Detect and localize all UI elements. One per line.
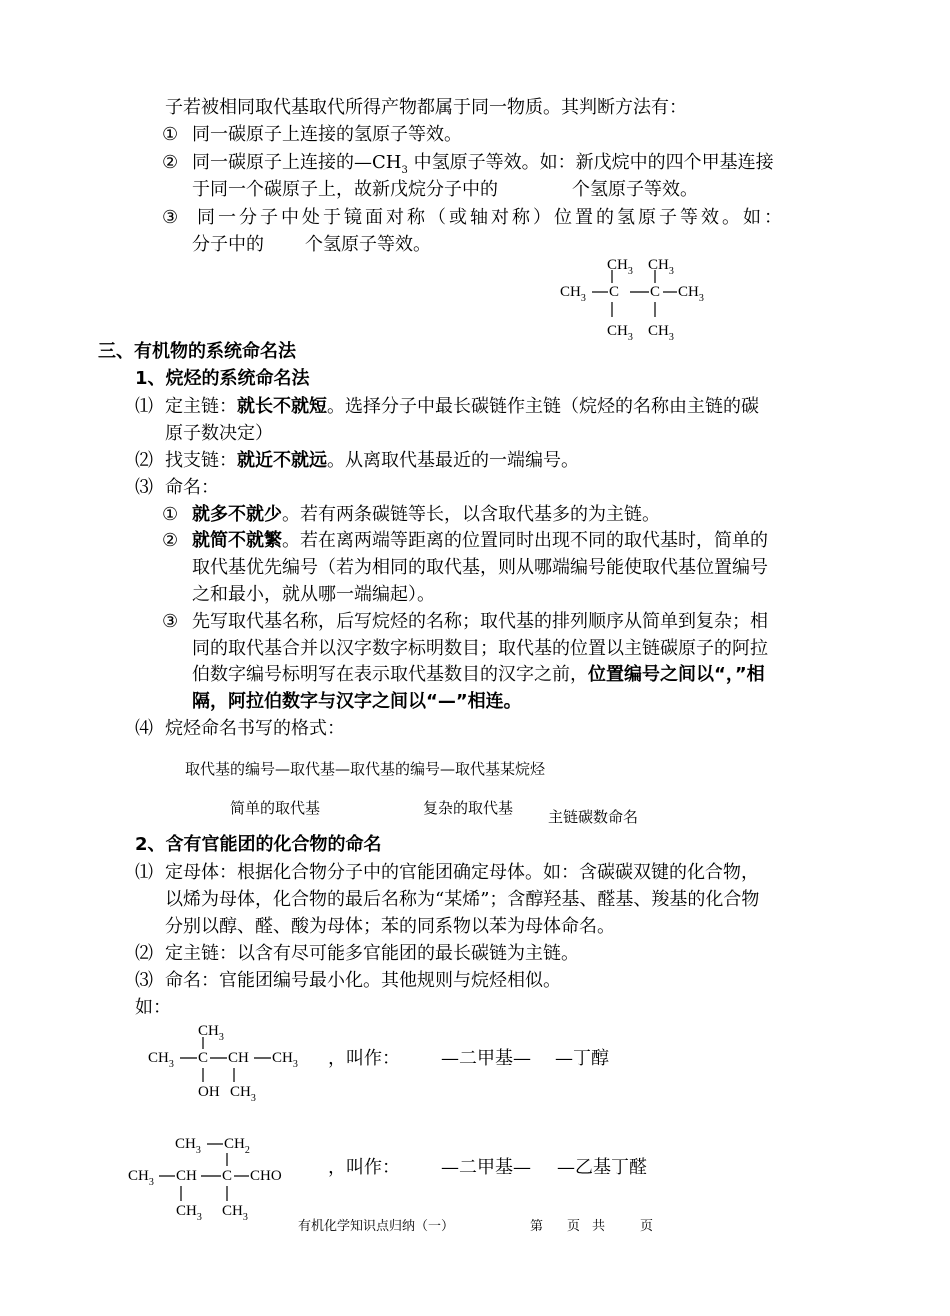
format-label: 复杂的取代基 (423, 799, 514, 817)
list-number: ① (162, 504, 179, 525)
rule-text: 分别以醇、醛、酸为母体；苯的同系物以苯为母体命名。 (165, 916, 615, 937)
naming-result-label: ，叫作： (328, 1157, 400, 1178)
intro-line: 子若被相同取代基取代所得产物都属于同一物质。其判断方法有： (165, 97, 687, 118)
section-title: 三、有机物的系统命名法 (98, 341, 296, 362)
list-number: ③ (162, 207, 179, 228)
rule-text: 定主链：就长不就短。选择分子中最长碳链作主链（烷烃的名称由主链的碳 (165, 396, 759, 417)
rule-text-emphasis: 隔，阿拉伯数字与汉字之间以“—”相连。 (192, 691, 522, 712)
subsection-title: 2、含有官能团的化合物的命名 (135, 834, 382, 855)
rule-text: 同一分子中处于镜面对称（或轴对称）位置的氢原子等效。如： (197, 207, 785, 228)
emphasis: 就近不就远 (237, 450, 327, 471)
footer-page: 页 (640, 1219, 654, 1234)
list-number: ⑴ (135, 396, 153, 417)
methyl-group: $CH_3$ (230, 1084, 256, 1104)
list-number: ⑶ (135, 970, 153, 991)
rule-text: 先写取代基名称，后写烷烃的名称；取代基的排列顺序从简单到复杂；相 (192, 611, 768, 632)
footer-title: 有机化学知识点归纳（一） (298, 1219, 455, 1234)
list-number: ② (162, 152, 179, 173)
rule-text: 烷烃命名书写的格式： (165, 718, 345, 739)
footer-page: 第 (530, 1219, 544, 1234)
naming-result: —乙基丁醛 (557, 1157, 647, 1178)
carbon-atom: C (198, 1050, 209, 1066)
emphasis: 就多不就少 (192, 504, 282, 525)
methyl-group: $CH_3$ (175, 1136, 201, 1156)
rule-text: 同一碳原子上连接的氢原子等效。 (192, 124, 462, 145)
rule-text: 原子数决定） (165, 423, 273, 444)
format-label: 主链碳数命名 (548, 808, 639, 826)
rule-text: 于同一个碳原子上，故新戊烷分子中的 (192, 179, 498, 200)
methyl-group: $CH_3$ (607, 323, 633, 343)
rule-text: 之和最小，就从哪一端编起）。 (192, 584, 435, 605)
rule-text-part: 中氢原子等效。如：新戊烷中的四个甲基连接 (407, 152, 774, 173)
methine-group: CH (228, 1050, 249, 1066)
rule-text: 定主链：以含有尽可能多官能团的最长碳链为主链。 (165, 943, 579, 964)
rule-text: 同的取代基合并以汉字数字标明数目；取代基的位置以主链碳原子的阿拉 (192, 638, 768, 659)
methyl-group: $CH_3$ (648, 257, 674, 277)
footer-page: 页 (567, 1219, 581, 1234)
methyl-group: $CH_3$ (128, 1168, 154, 1188)
rule-text-part: 同一碳原子上连接的—CH (192, 152, 402, 173)
rule-text: 命名：官能团编号最小化。其他规则与烷烃相似。 (165, 970, 561, 991)
emphasis: 就长不就短 (237, 396, 327, 417)
carbon-atom: C (222, 1168, 233, 1184)
rule-text: 个氢原子等效。 (572, 179, 698, 200)
methyl-group: $CH_3$ (222, 1203, 248, 1223)
methylene-group: $CH_2$ (224, 1136, 250, 1156)
naming-result-label: ，叫作： (328, 1048, 400, 1069)
carbon-atom: C (609, 284, 620, 300)
methine-group: CH (176, 1168, 197, 1184)
methyl-group: $CH_3$ (272, 1050, 298, 1070)
list-number: ⑶ (135, 477, 153, 498)
list-number: ⑴ (135, 862, 153, 883)
methyl-group: $CH_3$ (607, 257, 633, 277)
example-label: 如： (135, 997, 171, 1018)
methyl-group: $CH_3$ (560, 284, 586, 304)
methyl-group: $CH_3$ (198, 1023, 224, 1043)
emphasis: 位置编号之间以“，”相 (588, 664, 765, 685)
methyl-group: $CH_3$ (176, 1203, 202, 1223)
rule-text: 分子中的 (192, 234, 264, 255)
format-label: 简单的取代基 (230, 799, 321, 817)
list-number: ① (162, 124, 179, 145)
subscript: 3 (401, 165, 408, 176)
list-number: ⑵ (135, 943, 153, 964)
naming-result: —二甲基— (441, 1157, 531, 1178)
footer-page: 共 (592, 1219, 606, 1234)
list-number: ② (162, 530, 179, 551)
naming-result: —丁醇 (555, 1048, 609, 1069)
list-number: ⑷ (135, 718, 153, 739)
rule-text: 伯数字编号标明写在表示取代基数目的汉字之前，位置编号之间以“，”相 (192, 664, 765, 685)
methyl-group: $CH_3$ (678, 284, 704, 304)
carbon-atom: C (650, 284, 661, 300)
methyl-group: $CH_3$ (148, 1050, 174, 1070)
rule-text: 个氢原子等效。 (305, 234, 431, 255)
rule-text: 就多不就少。若有两条碳链等长，以含取代基多的为主链。 (192, 504, 660, 525)
hydroxyl-group: OH (198, 1084, 220, 1100)
list-number: ⑵ (135, 450, 153, 471)
rule-text: 找支链：就近不就远。从离取代基最近的一端编号。 (165, 450, 579, 471)
methyl-group: $CH_3$ (648, 323, 674, 343)
naming-format: 取代基的编号—取代基—取代基的编号—取代基某烷烃 (185, 760, 546, 778)
aldehyde-group: CHO (250, 1168, 282, 1184)
emphasis: 就简不就繁 (192, 530, 282, 551)
rule-text: 以烯为母体，化合物的最后名称为“某烯”；含醇羟基、醛基、羧基的化合物 (165, 889, 760, 910)
subsection-title: 1、烷烃的系统命名法 (135, 368, 310, 389)
rule-text: 就简不就繁。若在离两端等距离的位置同时出现不同的取代基时，简单的 (192, 530, 768, 551)
rule-text: 命名： (165, 477, 219, 498)
list-number: ③ (162, 611, 179, 632)
rule-text: 定母体：根据化合物分子中的官能团确定母体。如：含碳碳双键的化合物， (165, 862, 759, 883)
rule-text: 取代基优先编号（若为相同的取代基，则从哪端编号能使取代基位置编号 (192, 557, 768, 578)
naming-result: —二甲基— (441, 1048, 531, 1069)
